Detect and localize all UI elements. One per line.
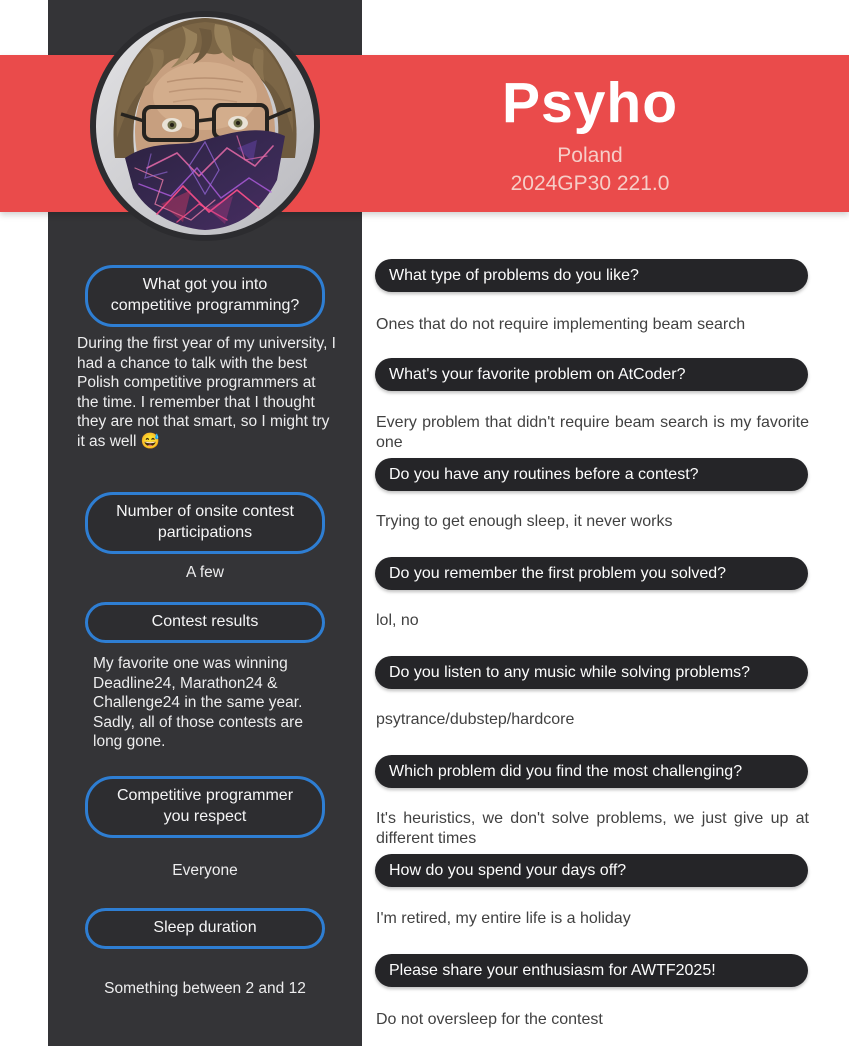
answer-text: Something between 2 and 12 xyxy=(104,980,306,997)
header xyxy=(340,71,840,196)
country-label: Poland xyxy=(557,143,623,167)
answer-text: Everyone xyxy=(172,862,238,879)
question-pill: Which problem did you find the most challenging? xyxy=(375,755,808,788)
rating-label: 2024GP30 221.0 xyxy=(510,171,670,195)
answer-text: Every problem that didn't require beam search is my favorite one xyxy=(376,414,809,451)
answer-text: During the first year of my university, I had a chance to talk with the best Polish competitive programmers at the time. I remember that I thought they are not that smart, so I might try it as well 😅 xyxy=(77,335,336,450)
answer-text: Trying to get enough sleep, it never works xyxy=(376,513,673,530)
answer-text: Ones that do not require implementing beam search xyxy=(376,316,746,333)
question-box: Contest results xyxy=(85,602,325,643)
question-box: Competitive programmer you respect xyxy=(85,776,325,838)
answer-text: psytrance/dubstep/hardcore xyxy=(376,711,575,728)
answer-text: Do not oversleep for the contest xyxy=(376,1011,603,1028)
question-pill: What type of problems do you like? xyxy=(375,259,808,292)
question-pill: How do you spend your days off? xyxy=(375,854,808,887)
question-pill: Do you listen to any music while solving problems? xyxy=(375,656,808,689)
question-pill: Please share your enthusiasm for AWTF2025! xyxy=(375,954,808,987)
answer-text: A few xyxy=(186,564,224,581)
page-title: Psyho xyxy=(501,71,679,135)
avatar-photo xyxy=(87,8,323,244)
question-pill: Do you remember the first problem you solved? xyxy=(375,557,808,590)
answer-text: I'm retired, my entire life is a holiday xyxy=(376,910,631,927)
answer-text: It's heuristics, we don't solve problems, we just give up at different times xyxy=(376,810,809,847)
question-box: What got you into competitive programming? xyxy=(85,265,325,327)
question-box: Number of onsite contest participations xyxy=(85,492,325,554)
answer-text: My favorite one was winning Deadline24, Marathon24 & Challenge24 in the same year. Sadly, all of those contests are long gone. xyxy=(93,655,303,750)
question-box: Sleep duration xyxy=(85,908,325,949)
question-pill: What's your favorite problem on AtCoder? xyxy=(375,358,808,391)
avatar xyxy=(87,8,323,244)
question-pill: Do you have any routines before a contest? xyxy=(375,458,808,491)
answer-text: lol, no xyxy=(376,612,419,629)
